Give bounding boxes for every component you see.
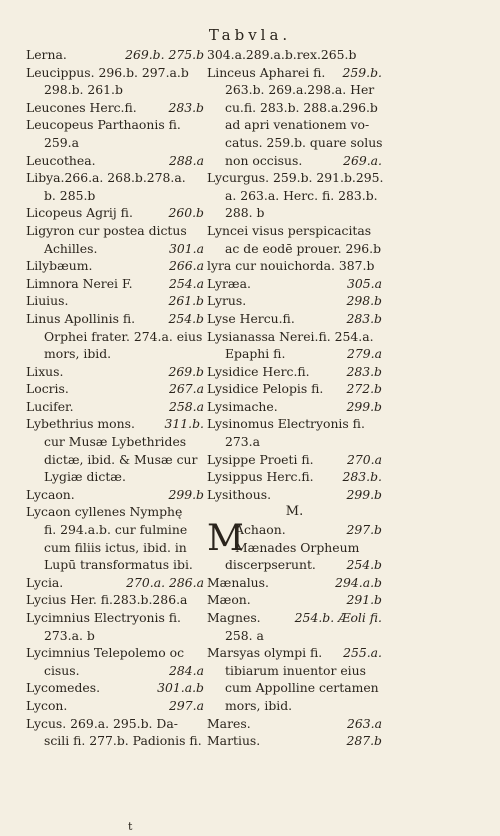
index-entry [26,134,204,152]
entry-text: Martius. [207,733,261,749]
index-entry [26,222,204,240]
index-entry [207,627,382,645]
entry-reference: 287.b [346,733,382,749]
index-entry [26,310,204,328]
index-entry [207,310,382,328]
entry-text: 298.b. 261.b [44,82,123,98]
index-entry [207,591,382,609]
entry-text: Lycaon. [26,486,75,502]
entry-reference: 288.a [169,152,204,168]
entry-text: Achilles. [44,240,98,256]
entry-reference: 270.a. 286.a [126,574,204,590]
index-entry [207,679,382,697]
entry-text: Lycimnius Electryonis fi. [26,610,181,625]
entry-reference: 269.b. 275.b [125,47,204,62]
drop-cap: M [207,518,244,560]
entry-reference: 299.b [346,398,382,414]
entry-text: Ligyron cur postea dictus [26,222,187,238]
index-entry [207,451,382,469]
entry-reference: 311.b. [164,416,204,432]
entry-text: non occisus. [225,152,303,168]
entry-text: 288. b [225,205,265,221]
entry-reference: 299.b [168,486,204,502]
entry-text: Lyræa. [207,275,251,291]
entry-reference: 283.b [346,310,382,326]
index-entry [26,433,204,451]
entry-reference: 263.a [347,715,382,731]
entry-reference: 254.a [169,275,204,291]
entry-text: b. 285.b [44,187,96,203]
entry-reference: 301.a [169,240,204,256]
entry-text: Liuius. [26,293,69,309]
entry-text: cum filiis ictus, ibid. in [44,539,187,555]
entry-text: Leucones Herc.fi. [26,99,137,115]
entry-text: a. 263.a. Herc. fi. 283.b. [225,187,378,203]
index-entry [26,468,204,486]
index-entry [26,257,204,275]
entry-text: Lybethrius mons. [26,416,135,432]
entry-reference: 301.a.b [157,680,204,696]
index-entry [26,556,204,574]
index-entry [207,187,382,205]
index-entry [207,116,382,134]
index-entry [207,486,382,504]
index-entry [207,609,382,627]
index-entry [207,574,382,592]
entry-text: Mares. [207,715,251,731]
entry-text: 273.a [225,434,260,450]
index-entry [26,503,204,521]
index-entry [26,644,204,662]
entry-text: Lyncei visus perspicacitas [207,222,372,238]
entry-text: Lysinomus Electryonis fi. [207,416,365,432]
index-entry [26,609,204,627]
entry-text: 259.a [44,134,79,150]
entry-text: Lyrus. [207,293,247,309]
entry-text: Magnes. [207,610,261,625]
index-entry [26,46,204,64]
entry-reference: 259.b. [342,64,382,80]
entry-text: Locris. [26,381,69,397]
entry-text: ad apri venationem vo- [225,117,370,133]
entry-text: 273.a. b [44,627,95,643]
entry-reference: 254.b. Æoli fi. [294,610,382,625]
entry-reference: 269.a. [343,152,382,168]
entry-reference: 279.a [347,346,382,362]
entry-text: mors, ibid. [44,346,112,362]
entry-text: ac de eodē prouer. 296.b [225,240,382,256]
entry-text: Lygiæ dictæ. [44,469,126,485]
index-entry [235,539,382,557]
index-entry [207,433,382,451]
index-entry [26,204,204,222]
entry-text: cur Musæ Lybethrides [44,434,187,450]
entry-text: dictæ, ibid. & Musæ cur [44,451,198,467]
index-entry [207,662,382,680]
index-entry [26,275,204,293]
entry-text: Lupū transformatus ibi. [44,557,193,573]
index-entry [207,46,382,64]
index-entry [26,574,204,592]
index-entry [207,292,382,310]
section-m-block [207,518,382,750]
index-entry [207,204,382,222]
entry-text: Linceus Apharei fi. [207,64,326,80]
entry-text: Licopeus Agrij fi. [26,205,133,221]
index-entry [207,152,382,170]
index-entry [26,64,204,82]
index-entry [26,240,204,258]
index-entry [235,521,382,539]
index-entry [26,486,204,504]
entry-text: Leucopeus Parthaonis fi. [26,117,181,133]
index-entry [26,292,204,310]
entry-text: Mænalus. [207,574,269,590]
entry-reference: 283.b [168,99,204,115]
entry-text: Leucothea. [26,152,96,168]
index-entry [207,644,382,662]
index-entry [207,169,382,187]
entry-reference: 260.b [168,205,204,221]
entry-text: Lysippe Proeti fi. [207,451,314,467]
entry-reference: 255.a. [343,645,382,661]
entry-text: Lysithous. [207,486,272,502]
entry-reference: 298.b [346,293,382,309]
entry-text: Lyse Hercu.fi. [207,310,295,326]
entry-reference: 272.b [346,381,382,397]
entry-text: lyra cur nouichorda. 387.b [207,258,375,274]
index-entry [26,152,204,170]
index-entry [207,468,382,486]
entry-reference: 258.a [169,398,204,414]
entry-text: Lerna. [26,47,67,62]
entry-text: Lycomedes. [26,680,101,696]
entry-text: tibiarum inuentor eius [225,662,366,678]
index-entry [26,116,204,134]
index-entry [26,169,204,187]
index-entry [207,81,382,99]
entry-text: Leucippus. 296.b. 297.a.b [26,64,189,80]
entry-text: Lysippus Herc.fi. [207,469,314,485]
section-heading-m: M. [285,504,304,520]
entry-text: Lycius Her. fi.283.b.286.a [26,592,188,608]
index-entry [26,99,204,117]
entry-text: Lysimache. [207,398,278,414]
entry-text: 263.b. 269.a.298.a. Her [225,82,375,98]
index-entry [26,627,204,645]
entry-text: mors, ibid. [225,697,293,713]
index-entry [207,99,382,117]
entry-text: Orphei frater. 274.a. eius [44,328,203,344]
entry-text: 258. a [225,627,264,643]
entry-text: Libya.266.a. 268.b.278.a. [26,170,186,186]
index-entry [26,539,204,557]
index-entry [207,240,382,258]
right-column [207,46,382,750]
index-entry [207,222,382,240]
entry-text: catus. 259.b. quare solus [225,134,383,150]
entry-text: discerpserunt. [225,557,316,573]
index-entry [26,415,204,433]
index-entry [207,363,382,381]
entry-reference: 284.a [169,662,204,678]
entry-text: Lycus. 269.a. 295.b. Da- [26,715,178,731]
signature-mark: t [128,820,133,833]
entry-reference: 305.a [347,275,382,291]
index-entry [207,134,382,152]
entry-reference: 299.b [346,486,382,502]
entry-text: Lycimnius Telepolemo oc [26,645,185,661]
index-entry [207,380,382,398]
index-entry [207,732,382,750]
entry-text: cum Appolline certamen [225,680,379,696]
entry-text: Mæon. [207,592,251,608]
entry-text: Lilybæum. [26,258,93,274]
entry-text: 304.a.289.a.b.rex.265.b [207,47,357,62]
entry-reference: 261.b [168,293,204,309]
entry-text: Limnora Nerei F. [26,275,133,291]
index-entry [207,64,382,82]
entry-reference: 267.a [169,381,204,397]
index-entry [207,697,382,715]
entry-text: scili fi. 277.b. Padionis fi. [44,733,202,749]
entry-reference: 291.b [346,592,382,608]
entry-text: Mænades Orpheum [235,539,360,555]
index-entry [26,591,204,609]
entry-text: Lixus. [26,363,64,379]
entry-reference: 254.b [346,557,382,573]
index-entry [207,715,382,733]
entry-reference: 294.a.b [335,574,382,590]
entry-reference: 283.b [346,363,382,379]
index-entry [207,275,382,293]
entry-text: Lycaon cyllenes Nymphę [26,504,183,520]
entry-reference: 297.b [346,522,382,538]
entry-reference: 254.b [168,310,204,326]
entry-text: Lysianassa Nerei.fi. 254.a. [207,328,374,344]
entry-text: Lysidice Herc.fi. [207,363,310,379]
entry-reference: 270.a [347,451,382,467]
entry-text: Lucifer. [26,398,74,414]
left-column [26,46,204,750]
entry-text: cu.fi. 283.b. 288.a.296.b [225,99,378,115]
index-entry [207,257,382,275]
index-entry [207,398,382,416]
index-entry [26,363,204,381]
index-entry [26,697,204,715]
entry-text: Lycon. [26,697,68,713]
index-entry [26,662,204,680]
index-entry [26,715,204,733]
index-entry [207,345,382,363]
index-entry [26,328,204,346]
entry-text: fi. 294.a.b. cur fulmine [44,522,188,538]
entry-text: Epaphi fi. [225,346,286,362]
index-entry [207,415,382,433]
index-entry [26,398,204,416]
index-entry [26,380,204,398]
index-entry [26,81,204,99]
index-entry [26,521,204,539]
entry-text: Marsyas olympi fi. [207,645,323,661]
index-entry [26,187,204,205]
entry-reference: 297.a [169,697,204,713]
entry-text: Lycurgus. 259.b. 291.b.295. [207,170,384,186]
entry-text: Linus Apollinis fi. [26,310,136,326]
entry-reference: 283.b. [342,469,382,485]
entry-reference: 266.a [169,258,204,274]
index-entry [26,679,204,697]
entry-text: Achaon. [235,522,286,538]
index-entry [207,328,382,346]
index-entry [26,732,204,750]
entry-text: cisus. [44,662,80,678]
entry-text: Lysidice Pelopis fi. [207,381,324,397]
index-entry [26,451,204,469]
entry-text: Lycia. [26,574,64,590]
index-entry [26,345,204,363]
page-title: Tabvla. [208,26,292,44]
entry-reference: 269.b [168,363,204,379]
